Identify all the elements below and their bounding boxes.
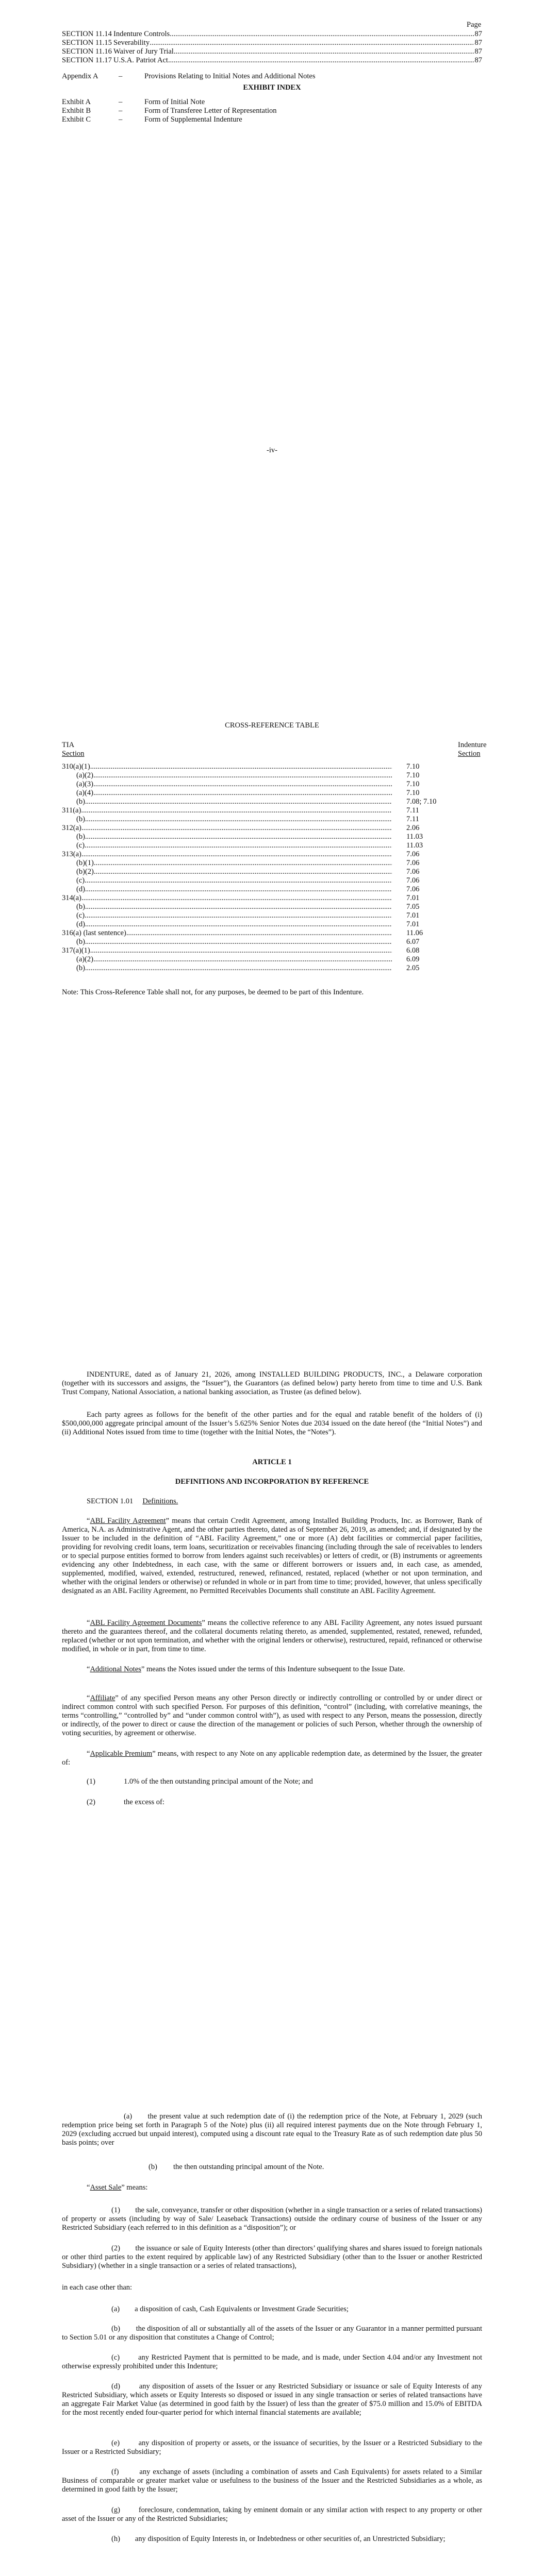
clause-number: (g) [111,2506,120,2514]
asset-sale-clause-2 [62,2244,482,2270]
premium-clause-a [62,2112,482,2147]
xref-leader-dots [81,894,392,903]
definition-text: ” of any specified Person means any other Person directly or indirectly controlling or controlled by or under direct or indirect common control with such specified Person. For purposes of this definition, “control” (including, with correlative meanings, the terms “controlling,” “controlled by” and “under common control with”), as used with respect to any Person, means the possession, directly or indirectly, of the power to direct or cause the direction of the management or policies of such Person, whether through the ownership of voting securities, by agreement or otherwise. [62,1694,482,1737]
xref-indenture-section: 11.03 [406,841,423,850]
xref-col-tia-label-2: Section [62,750,85,758]
toc-entry[interactable] [62,56,482,65]
xref-leader-dots [93,955,392,964]
xref-tia-section: (b) [76,815,85,823]
definition-applicable-premium: “Applicable Premium” means, with respect to any Note on any applicable redemption date, as determined by the Issuer, the greater of: [62,1750,483,1767]
toc-section-number: SECTION 11.17 [62,56,112,64]
xref-tia-section: (c) [76,911,85,920]
xref-row [62,938,482,946]
section-heading [87,1497,178,1506]
definition-asset-sale: “Asset Sale” means: [87,2183,148,2192]
clause-number: (b) [111,2325,120,2333]
xref-tia-section: (b) [76,938,85,946]
xref-row [62,929,482,938]
toc-section-title: Waiver of Jury Trial [113,47,174,56]
xref-indenture-section: 11.03 [406,833,423,841]
article-number: ARTICLE 1 [252,1458,292,1466]
xref-indenture-section: 7.05 [406,903,420,911]
xref-row [62,964,482,973]
toc-page-number: 87 [474,39,482,47]
toc-section-number: SECTION 11.16 [62,47,112,56]
xref-row [62,885,482,894]
xref-tia-section: 316(a) (last sentence) [62,929,126,937]
xref-row [62,789,482,798]
xref-leader-dots [90,946,392,955]
toc-leader-dots [168,56,474,65]
toc-page-number: 87 [474,30,482,38]
xref-row [62,946,482,955]
intro-p1-text: INDENTURE, dated as of January 21, 2026, among INSTALLED BUILDING PRODUCTS, INC., a Delaware corporation (together with its successors and assigns, the “Issuer”), the Guarantors (as defined below) party hereto from time to time and U.S. Bank Trust Company, National Association, a national banking association, as Trustee (as defined below). [62,1370,482,1396]
xref-leader-dots [85,964,392,973]
toc-leader-dots [174,47,474,56]
xref-tia-section: (d) [76,920,85,928]
xref-indenture-section: 7.11 [406,815,419,823]
xref-indenture-section: 7.01 [406,920,420,928]
definition-text: ” means the collective reference to any ABL Facility Agreement, any notes issued pursuant thereto and the guarantees thereof, and the collateral documents relating thereto, as amended, supplemented, restated, renewed, refunded, replaced (whether or not upon termination, and whether with the original lenders or otherwise), restructured, repaid, refinanced or otherwise modified, in whole or in part, from time to time. [62,1619,482,1653]
clause-number: (2) [111,2244,120,2252]
xref-tia-section: (b) [76,798,85,806]
defined-term: Asset Sale [90,2183,122,2192]
clause-number: (e) [111,2439,120,2447]
xref-leader-dots [85,798,392,806]
page-number: -iv- [267,446,277,454]
xref-leader-dots [93,780,392,789]
xref-indenture-section: 11.06 [406,929,423,937]
xref-tia-section: (c) [76,876,85,885]
clause-text: any disposition of assets of the Issuer or any Restricted Subsidiary or issuance or sale of Equity Interests of any Restricted Subsidiary, which assets or Equity Interests so disposed or issued in any single transaction or series of related transactions have an aggregate Fair Market Value (as determined in good faith by the Issuer) of less than the greater of $75.0 million and 15.0% of EBITDA for the most recently ended four-quarter period for which internal financial statements are available; [62,2382,483,2417]
xref-leader-dots [93,771,392,780]
defined-term: ABL Facility Agreement [90,1517,166,1525]
appendix-entry [62,72,315,81]
asset-sale-exception-a [62,2305,482,2314]
exhibit-dash: – [119,107,123,115]
xref-indenture-section: 7.10 [406,780,420,788]
xref-leader-dots [85,911,392,920]
xref-row [62,841,482,850]
xref-tia-section: (b)(1) [76,859,94,867]
xref-leader-dots [85,938,392,946]
clause-number: (a) [111,2305,120,2313]
xref-indenture-section: 7.10 [406,771,420,779]
xref-leader-dots [81,824,392,833]
exhibit-entry [62,98,205,107]
exhibit-title: Form of Supplemental Indenture [144,115,242,124]
definition-text: ” means that certain Credit Agreement, among Installed Building Products, Inc. as Borrower, Bank of America, N.A. as Administrative Agent, and the other parties thereto, dated as of September 26, 2019, as amended; and, if designated by the Issuer to be included in the definition of “ABL Facility Agreement,” one or more (A) debt facilities or commercial paper facilities, providing for revolving credit loans, term loans, securitization or receivables financing (including through the sale of receivables to lenders or to special purpose entities formed to borrow from lenders against such receivables) or letters of credit, or (B) instruments or agreements evidencing any other Indebtedness, in each case, with the same or different borrowers or issuers and, in each case, as amended, supplemented, modified, waived, extended, restructured, renewed, refinanced, restated, replaced (whether or not upon termination, and whether with the original lenders or otherwise) or refunded in whole or in part from time to time; provided, however, that unless specifically designated as an ABL Facility Agreement, no Permitted Receivables Documents shall constitute an ABL Facility Agreement. [62,1517,482,1595]
clause-number: (1) [87,1777,95,1786]
definition-abl-facility-agreement-documents: “ABL Facility Agreement Documents” means the collective reference to any ABL Facility Agreement, any notes issued pursuant thereto and the guarantees thereof, and the collateral documents relating thereto, as amended, supplemented, restated, renewed, refunded, replaced (whether or not upon termination, and whether with the original lenders or otherwise), restructured, repaid, refinanced or otherwise modified, in whole or in part, from time to time. [62,1619,482,1653]
clause-text: the present value at such redemption date of (i) the redemption price of the Note, at February 1, 2029 (such redemption price being set forth in Paragraph 5 of the Note) plus (ii) all required interest payments due on the Note through February 1, 2029 (excluding accrued but unpaid interest), computed using a discount rate equal to the Treasury Rate as of such redemption date plus 50 basis points; over [62,2112,483,2147]
clause-text: the excess of: [124,1798,164,1806]
exhibit-label: Exhibit B [62,107,91,115]
xref-indenture-section: 7.11 [406,806,419,815]
clause-number: (a) [124,2112,133,2121]
xref-tia-section: (b) [76,964,85,972]
toc-entry[interactable] [62,39,482,47]
definition-text: ” means: [121,2183,148,2192]
xref-indenture-section: 6.09 [406,955,420,963]
xref-indenture-section: 2.06 [406,824,420,832]
xref-row [62,815,482,824]
clause-text: the disposition of all or substantially all of the assets of the Issuer or any Guarantor in a manner permitted pursuant to Section 5.01 or any disposition that constitutes a Change of Control; [62,2325,482,2342]
xref-row [62,780,482,789]
xref-leader-dots [85,833,392,841]
xref-indenture-section: 7.08; 7.10 [406,798,437,806]
article-title: DEFINITIONS AND INCORPORATION BY REFERENCE [175,1478,369,1486]
xref-indenture-section: 2.05 [406,964,420,972]
premium-clause-b [149,2163,324,2172]
toc-leader-dots [150,39,473,47]
asset-sale-exception-c [62,2353,482,2371]
asset-sale-other-than: in each case other than: [62,2283,133,2292]
xref-tia-section: 313(a) [62,850,81,858]
xref-row [62,771,482,780]
xref-leader-dots [85,885,392,894]
xref-row [62,833,482,841]
xref-row [62,798,482,806]
xref-leader-dots [93,789,392,798]
xref-indenture-section: 7.01 [406,894,420,902]
clause-number: (b) [149,2163,157,2171]
xref-indenture-section: 6.08 [406,946,420,955]
exhibit-dash: – [119,115,123,124]
clause-number: (c) [111,2353,120,2362]
page-column-label: Page [467,21,482,29]
clause-text: the then outstanding principal amount of the Note. [173,2163,324,2171]
premium-clause-2 [87,1798,164,1807]
exhibit-title: Form of Initial Note [144,98,205,106]
clause-text: 1.0% of the then outstanding principal amount of the Note; and [124,1777,313,1786]
appendix-label: Appendix A [62,72,98,80]
clause-number: (2) [87,1798,95,1806]
clause-text: the issuance or sale of Equity Interests (other than directors’ qualifying shares and shares issued to foreign nationals or other third parties to the extent required by applicable law) of any Restricted Subsidiary (other than to the Issuer or another Restricted Subsidiary) (whether in a single transaction or a series of related transactions), [62,2244,482,2270]
xref-tia-section: 314(a) [62,894,81,902]
toc-entry[interactable] [62,30,482,39]
defined-term: Affiliate [90,1694,116,1702]
xref-tia-section: (a)(4) [76,789,94,797]
xref-title: CROSS-REFERENCE TABLE [225,721,319,730]
xref-leader-dots [85,841,392,850]
section-title: Definitions. [142,1497,178,1505]
xref-indenture-section: 7.10 [406,789,420,797]
xref-row [62,894,482,903]
exhibit-label: Exhibit C [62,115,91,124]
clause-text: any disposition of Equity Interests in, or Indebtedness or other securities of, an Unrestricted Subsidiary; [135,2535,446,2543]
definition-affiliate: “Affiliate” of any specified Person means any other Person directly or indirectly controlling or controlled by or under direct or indirect common control with such specified Person. For purposes of this definition, “control” (including, with correlative meanings, the terms “controlling,” “controlled by” and “under common control with”), as used with respect to any Person, means the possession, directly or indirectly, of the power to direct or cause the direction of the management or policies of such Person, whether through the ownership of voting securities, by agreement or otherwise. [62,1694,482,1737]
appendix-title: Provisions Relating to Initial Notes and Additional Notes [144,72,316,80]
toc-leader-dots [170,30,473,39]
xref-row [62,824,482,833]
clause-number: (h) [111,2535,120,2543]
asset-sale-exception-b [62,2325,482,2342]
toc-section-title: Severability [113,39,150,47]
defined-term: Additional Notes [90,1665,141,1673]
xref-col-indenture-label-1: Indenture [458,741,487,749]
xref-tia-section: 312(a) [62,824,81,832]
toc-page-number: 87 [474,56,482,64]
xref-row [62,911,482,920]
asset-sale-exception-g [62,2506,482,2523]
toc-section-number: SECTION 11.14 [62,30,112,38]
asset-sale-exception-d [62,2382,482,2417]
xref-leader-dots [85,815,392,824]
section-label: SECTION 1.01 [87,1497,134,1505]
definition-additional-notes: “Additional Notes” means the Notes issued under the terms of this Indenture subsequent to the Issue Date. [87,1665,405,1673]
xref-tia-section: (a)(3) [76,780,94,788]
clause-number: (d) [111,2382,120,2391]
asset-sale-exception-h [62,2535,482,2544]
toc-entry[interactable] [62,47,482,56]
defined-term: ABL Facility Agreement Documents [90,1619,202,1627]
clause-text: the sale, conveyance, transfer or other disposition (whether in a single transaction or a series of related transactions) of property or assets (including by way of Sale/ Leaseback Transactions) outside the ordinary course of business of the Issuer or any Restricted Subsidiary (each referred to in this definition as a “disposition”); or [62,2206,483,2232]
xref-indenture-section: 7.01 [406,911,420,920]
xref-indenture-section: 7.06 [406,876,420,885]
clause-text: any exchange of assets (including a combination of assets and Cash Equivalents) for assets related to a Similar Business of comparable or greater market value or usefulness to the business of the Issuer and the Restricted Subsidiaries as a whole, as determined in good faith by the Issuer; [62,2468,483,2494]
exhibit-entry [62,115,242,124]
clause-text: foreclosure, condemnation, taking by eminent domain or any similar action with respect to any property or other asset of the Issuer or any of the Restricted Subsidiaries; [62,2506,482,2523]
xref-col-tia [62,741,85,758]
defined-term: Applicable Premium [90,1750,153,1758]
xref-leader-dots [81,806,392,815]
clause-text: a disposition of cash, Cash Equivalents or Investment Grade Securities; [135,2305,349,2313]
xref-tia-section: (c) [76,841,85,850]
intro-paragraph-2 [62,1411,482,1437]
exhibit-label: Exhibit A [62,98,91,106]
definition-abl-facility-agreement: “ABL Facility Agreement” means that certain Credit Agreement, among Installed Building Products, Inc. as Borrower, Bank of America, N.A. as Administrative Agent, and the other parties thereto, dated as of September 26, 2019, as amended; and, if designated by the Issuer to be included in the definition of “ABL Facility Agreement,” one or more (A) debt facilities or commercial paper facilities, providing for revolving credit loans, term loans, securitization or receivables financing (including through the sale of receivables to lenders or to special purpose entities formed to borrow from lenders against such receivables) or letters of credit, or (B) instruments or agreements evidencing any other Indebtedness, in each case, with the same or different borrowers or issuers and, in each case, as amended, supplemented, modified, waived, extended, restructured, renewed, refinanced, restated, replaced (whether or not upon termination, and whether with the original lenders or otherwise) or refunded in whole or in part from time to time; provided, however, that unless specifically designated as an ABL Facility Agreement, no Permitted Receivables Documents shall constitute an ABL Facility Agreement. [62,1517,482,1595]
xref-indenture-section: 7.06 [406,850,420,858]
xref-tia-section: (a)(2) [76,771,94,779]
xref-leader-dots [94,868,392,876]
xref-tia-section: 311(a) [62,806,81,815]
xref-row [62,955,482,964]
xref-row [62,868,482,876]
xref-tia-section: 317(a)(1) [62,946,90,955]
xref-leader-dots [90,762,392,771]
xref-tia-section: (b) [76,833,85,841]
appendix-dash: – [119,72,123,80]
toc-page-number: 87 [474,47,482,56]
xref-leader-dots [85,903,392,911]
xref-col-indenture [458,741,487,758]
premium-clause-1 [87,1777,313,1786]
xref-tia-section: 310(a)(1) [62,762,90,771]
xref-leader-dots [126,929,392,938]
clause-text: any disposition of property or assets, or the issuance of securities, by the Issuer or a Restricted Subsidiary to the Issuer or a Restricted Subsidiary; [62,2439,483,2456]
xref-col-tia-label-1: TIA [62,741,75,749]
xref-leader-dots [81,850,392,859]
xref-indenture-section: 7.06 [406,859,420,867]
xref-row [62,903,482,911]
clause-number: (1) [111,2206,120,2214]
xref-indenture-section: 6.07 [406,938,420,946]
asset-sale-exception-e [62,2439,482,2456]
xref-row [62,859,482,868]
definition-text: ” means, with respect to any Note on any applicable redemption date, as determined by the Issuer, the greater of: [62,1750,483,1767]
xref-col-indenture-label-2: Section [458,750,481,758]
exhibit-dash: – [119,98,123,106]
xref-row [62,920,482,929]
intro-p2-text: Each party agrees as follows for the benefit of the other parties and for the equal and ratable benefit of the holders of (i) $500,000,000 aggregate principal amount of the Issuer’s 5.625% Senior Notes due 2034 issued on the date hereof (the “Initial Notes”) and (ii) Additional Notes issued from time to time (together with the Initial Notes, the “Notes”). [62,1411,482,1436]
asset-sale-exception-f [62,2468,482,2494]
xref-row [62,850,482,859]
xref-row [62,876,482,885]
asset-sale-clause-1 [62,2206,482,2232]
exhibit-index-heading: EXHIBIT INDEX [243,83,301,92]
xref-leader-dots [94,859,392,868]
xref-leader-dots [85,920,392,929]
intro-paragraph-1 [62,1370,482,1397]
xref-tia-section: (b)(2) [76,868,94,876]
xref-indenture-section: 7.06 [406,885,420,893]
xref-row [62,806,482,815]
xref-note: Note: This Cross-Reference Table shall not, for any purposes, be deemed to be part of this Indenture. [62,988,364,996]
xref-indenture-section: 7.06 [406,868,420,876]
xref-indenture-section: 7.10 [406,762,420,771]
xref-row [62,762,482,771]
definition-text: ” means the Notes issued under the terms of this Indenture subsequent to the Issue Date. [141,1665,405,1673]
xref-tia-section: (d) [76,885,85,893]
exhibit-entry [62,107,277,115]
toc-section-title: U.S.A. Patriot Act [113,56,168,64]
clause-text: any Restricted Payment that is permitted to be made, and is made, under Section 4.04 and/or any Investment not otherwise expressly prohibited under this Indenture; [62,2353,483,2370]
clause-number: (f) [111,2468,119,2476]
xref-tia-section: (a)(2) [76,955,94,963]
xref-leader-dots [85,876,392,885]
xref-tia-section: (b) [76,903,85,911]
toc-section-number: SECTION 11.15 [62,39,112,47]
toc-section-title: Indenture Controls [113,30,170,38]
exhibit-title: Form of Transferee Letter of Representation [144,107,277,115]
